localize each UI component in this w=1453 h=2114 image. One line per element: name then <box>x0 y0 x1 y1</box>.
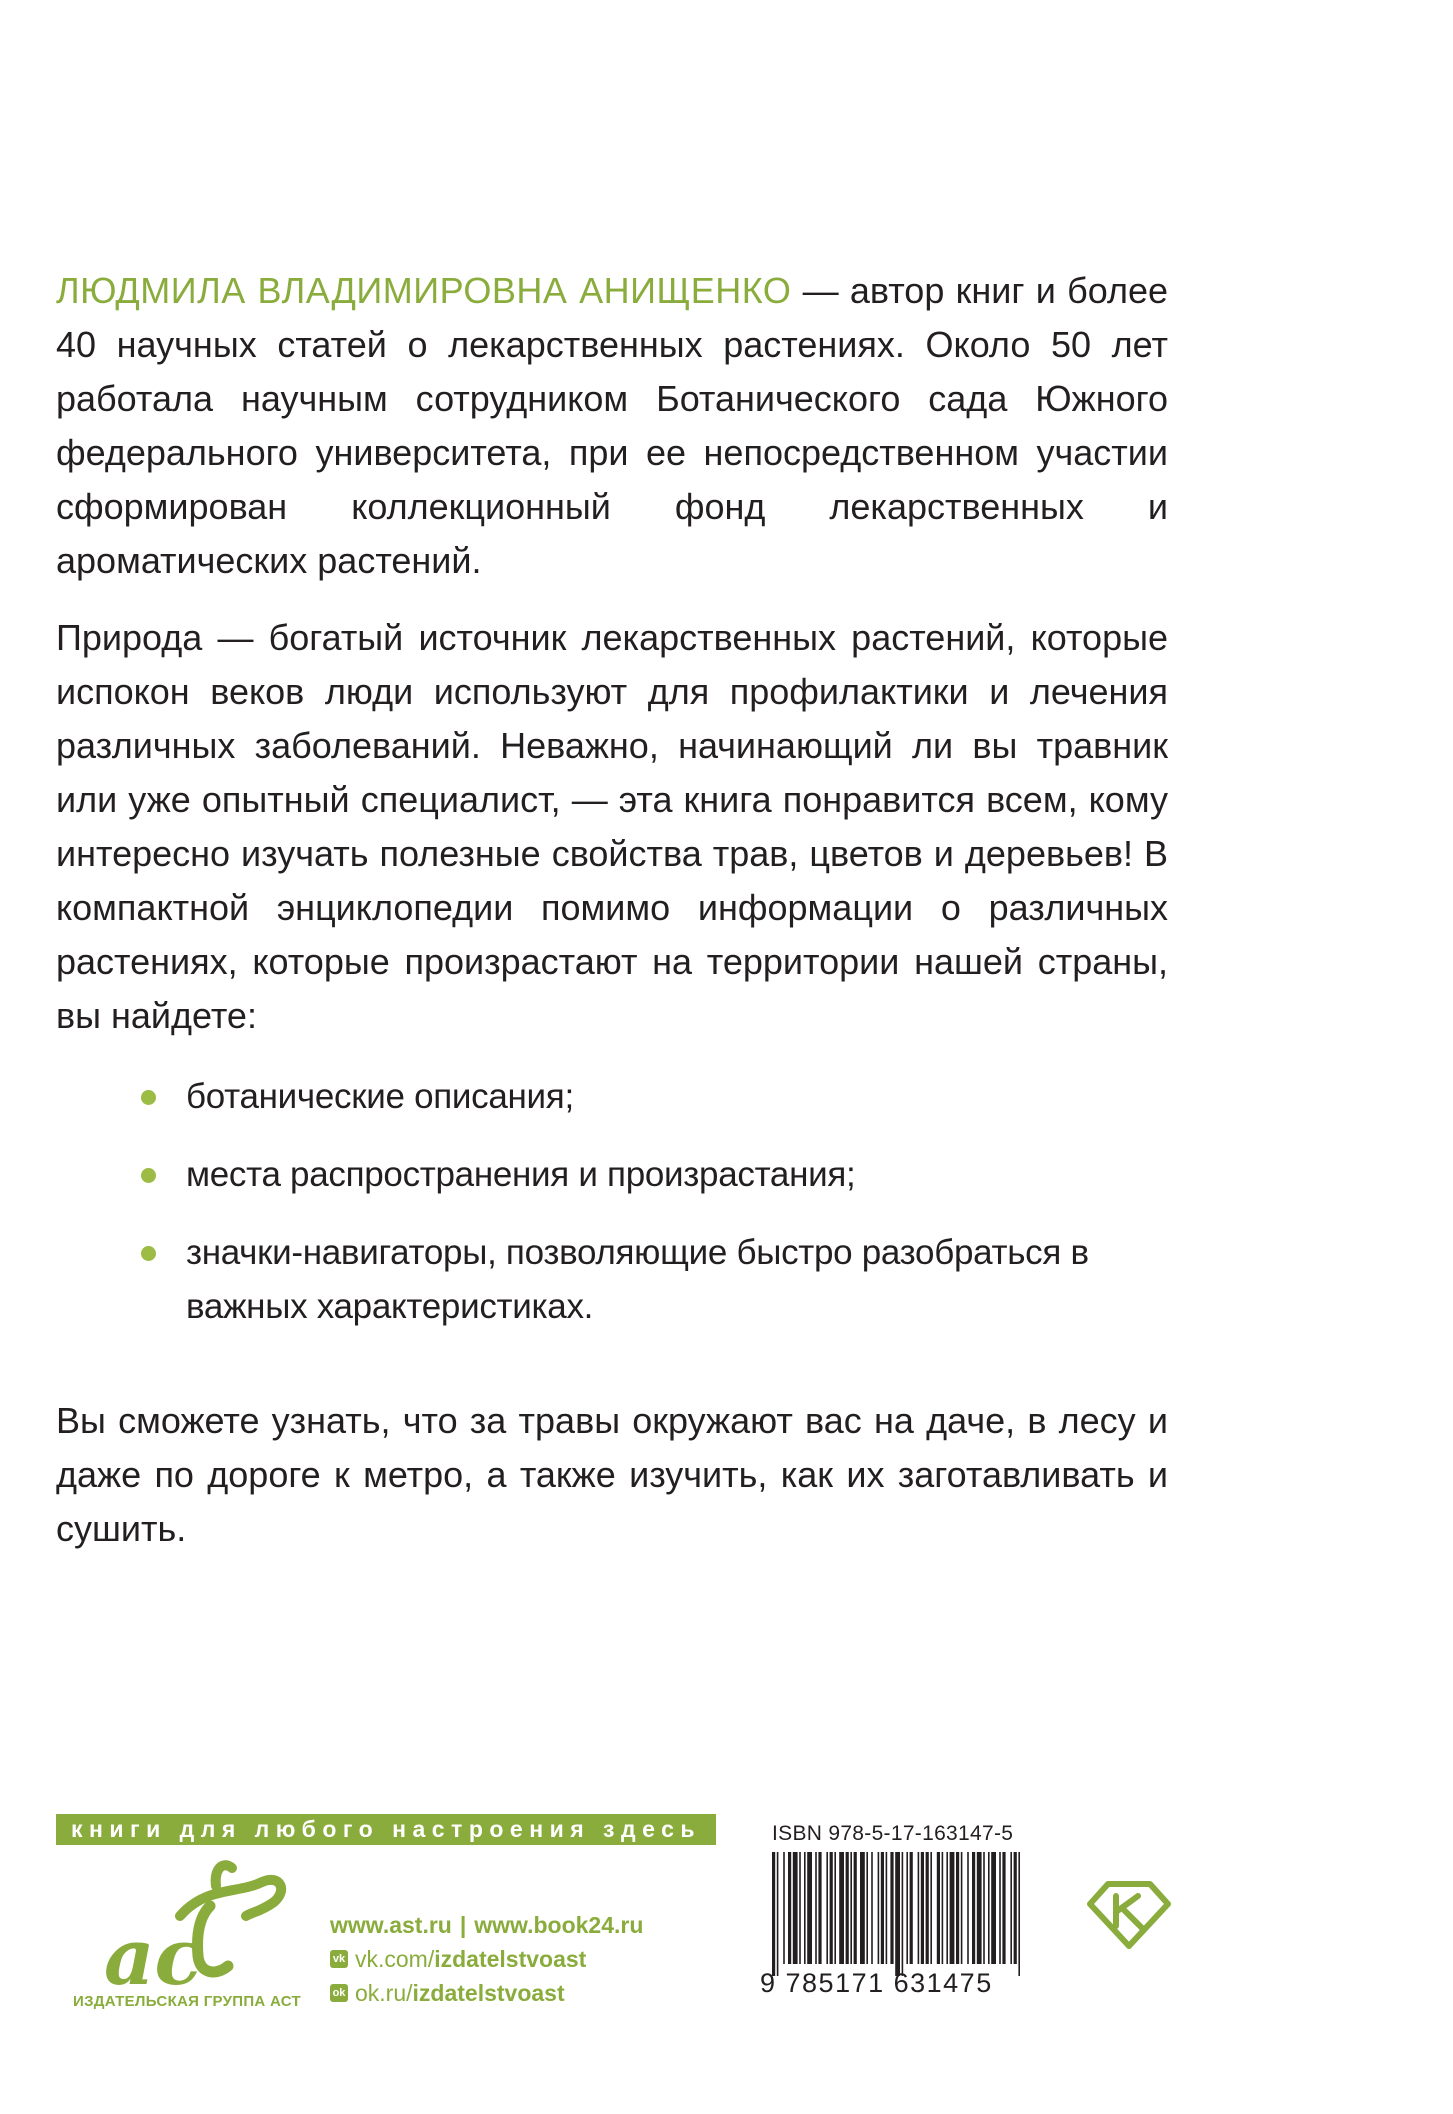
barcode-digits: 9 785171 631475 <box>760 1968 993 1998</box>
logo-letters: ac <box>104 1912 203 1996</box>
vk-icon: vk <box>330 1950 348 1968</box>
site-links <box>330 1908 643 1942</box>
link-separator: | <box>459 1912 467 1938</box>
barcode <box>770 1852 1026 1976</box>
list-item: значки-навигаторы, позволяющие быстро разобраться в важных характеристиках. <box>186 1226 1166 1334</box>
ok-domain: ok.ru/ <box>355 1980 413 2006</box>
feature-list <box>186 1070 1166 1358</box>
diamond-k-icon <box>1086 1878 1172 1950</box>
bullet-icon <box>141 1246 156 1261</box>
vk-handle: izdatelstvoast <box>434 1946 587 1972</box>
isbn-label: ISBN 978-5-17-163147-5 <box>772 1822 1014 1845</box>
ok-handle: izdatelstvoast <box>412 1980 565 2006</box>
list-item: ботанические описания; <box>186 1070 1166 1124</box>
ast-site-link[interactable]: www.ast.ru <box>330 1912 452 1938</box>
bullet-icon <box>141 1090 156 1105</box>
author-bio-text: — автор книг и более 40 научных статей о лекарственных растениях. Около 50 лет работала научным сотрудником Ботанического сада Южного федерального университета, при ее непосредственном участии сформирован коллекционный фонд лекарственных и ароматических растений. <box>56 270 1169 581</box>
description-closing: Вы сможете узнать, что за травы окружают вас на даче, в лесу и даже по дороге к метро, а также изучить, как их заготавливать и сушить. <box>56 1400 1168 1549</box>
vk-domain: vk.com/ <box>355 1946 435 1972</box>
bullet-icon <box>141 1168 156 1183</box>
contact-links <box>330 1908 643 2010</box>
description-intro: Природа — богатый источник лекарственных растений, которые испокон веков люди используют для профилактики и лечения различных заболеваний. Неважно, начинающий ли вы травник или уже опытный специалист, — эта книга понравится всем, кому интересно изучать полезные свойства трав, цветов и деревьев! В компактной энциклопедии помимо информации о различных растениях, которые произрастают на территории нашей страны, вы найдете: <box>56 617 1168 1036</box>
list-item: места распространения и произрастания; <box>186 1148 1166 1202</box>
vk-link[interactable] <box>330 1942 643 1976</box>
ok-icon: ok <box>330 1984 348 2002</box>
ast-logo <box>76 1856 306 1996</box>
author-name: ЛЮДМИЛА ВЛАДИМИРОВНА АНИЩЕНКО <box>56 270 792 311</box>
book24-site-link[interactable]: www.book24.ru <box>474 1912 644 1938</box>
author-bio <box>56 264 1168 588</box>
publisher-name: ИЗДАТЕЛЬСКАЯ ГРУППА АСТ <box>72 1993 301 2010</box>
tagline-banner: книги для любого настроения здесь <box>56 1814 716 1845</box>
ok-link[interactable] <box>330 1976 643 2010</box>
